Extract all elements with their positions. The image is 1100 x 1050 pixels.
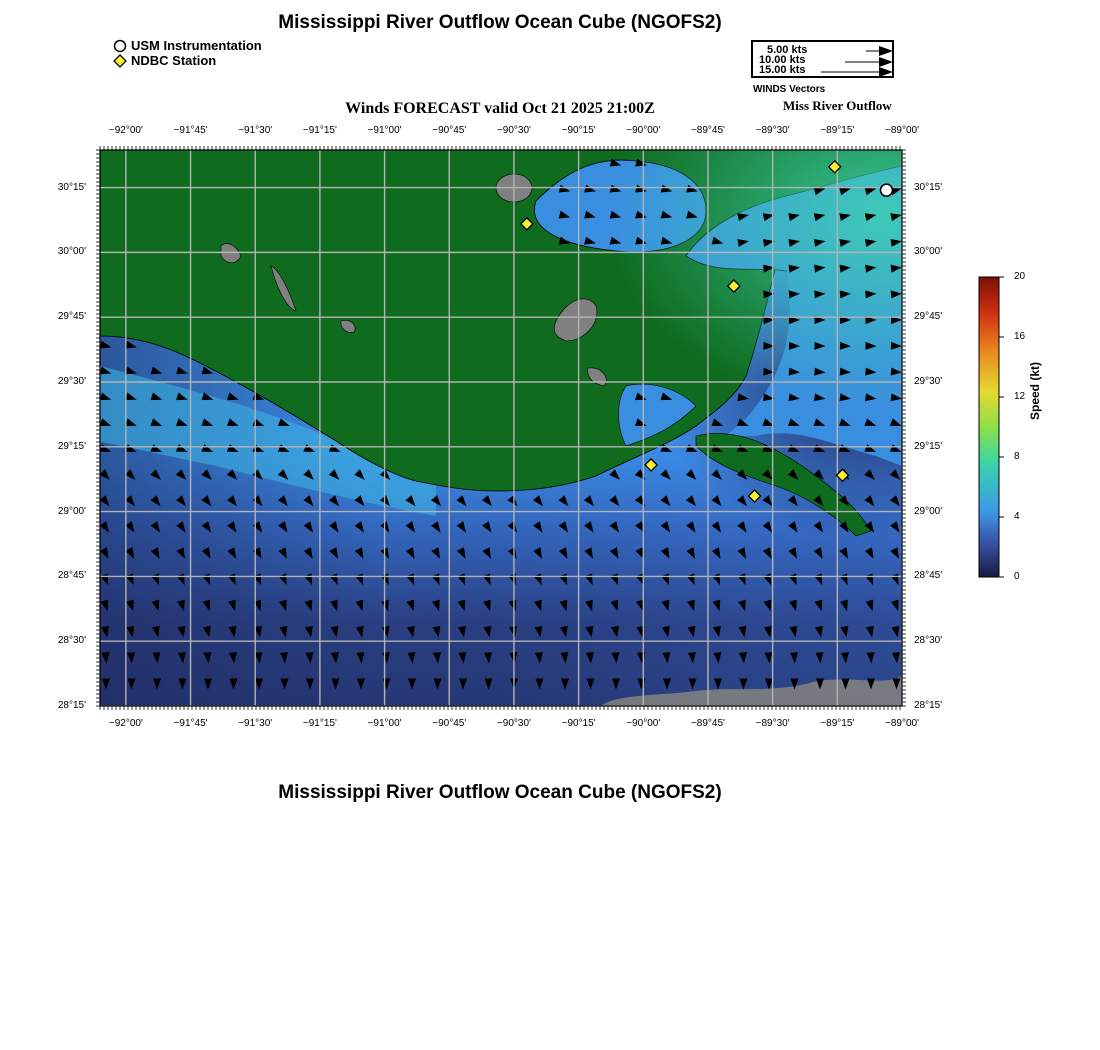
lon-label-top: −90°45' (432, 125, 467, 136)
lat-label-right: 28°15' (914, 700, 943, 711)
lon-label-top: −91°30' (238, 125, 273, 136)
vector-scale-legend (751, 40, 894, 78)
wind-map (96, 146, 906, 710)
lon-label-top: −89°45' (690, 125, 725, 136)
lon-label-bottom: −89°15' (820, 718, 855, 729)
colorbar-tick-label: 12 (1014, 391, 1026, 402)
colorbar-tick-label: 4 (1014, 511, 1020, 522)
lat-label-left: 28°30' (57, 635, 86, 647)
lat-label-left: 29°15' (57, 440, 86, 452)
lon-label-bottom: −90°15' (561, 718, 596, 729)
lon-label-top: −89°00' (885, 125, 919, 136)
colorbar-tick-label: 8 (1014, 451, 1020, 462)
lon-label-bottom: −89°00' (885, 718, 919, 729)
vector-scale-row-2: 10.00 kts (759, 54, 806, 66)
lon-label-bottom: −91°30' (238, 718, 273, 729)
lon-label-bottom: −91°00' (367, 718, 402, 729)
legend-ndbc (113, 53, 216, 68)
page-title-top: Mississippi River Outflow Ocean Cube (NGOFS2) (278, 12, 722, 33)
lat-label-right: 29°45' (914, 311, 943, 323)
lon-label-top: −91°00' (367, 125, 402, 136)
lat-label-left: 29°30' (57, 375, 86, 387)
diamond-marker-icon (113, 54, 127, 68)
legend-usm (113, 38, 262, 53)
lon-label-top: −89°15' (820, 125, 855, 136)
lat-label-right: 29°15' (914, 440, 943, 452)
colorbar-tick-label: 20 (1014, 271, 1026, 282)
speed-colorbar (975, 272, 1005, 582)
vector-scale-row-3: 15.00 kts (759, 64, 806, 76)
product-label: Miss River Outflow (783, 98, 892, 113)
lon-label-top: −91°15' (302, 125, 337, 136)
lon-label-bottom: −89°45' (690, 718, 725, 729)
lat-label-right: 30°15' (914, 181, 943, 193)
usm-station-1[interactable] (880, 184, 892, 196)
vector-scale-row-1: 5.00 kts (767, 44, 808, 56)
vector-scale-arrows (753, 42, 896, 80)
lon-label-bottom: −90°00' (626, 718, 661, 729)
lat-label-left: 28°45' (57, 570, 86, 582)
lon-label-bottom: −90°30' (496, 718, 531, 729)
lon-label-top: −90°15' (561, 125, 596, 136)
lat-label-left: 30°00' (57, 246, 86, 258)
lat-label-left: 28°15' (57, 700, 86, 711)
lon-label-bottom: −91°45' (173, 718, 208, 729)
lon-label-top: −89°30' (755, 125, 790, 136)
legend-ndbc-label: NDBC Station (131, 53, 217, 68)
lon-label-bottom: −92°00' (108, 718, 143, 729)
lon-label-bottom: −89°30' (755, 718, 790, 729)
lat-label-left: 29°00' (57, 505, 86, 517)
lon-label-bottom: −90°45' (432, 718, 467, 729)
colorbar-tick-label: 16 (1014, 331, 1026, 342)
map-subtitle: Winds FORECAST valid Oct 21 2025 21:00Z (345, 100, 655, 117)
lat-label-right: 30°00' (914, 246, 943, 258)
circle-marker-icon (113, 39, 127, 53)
lat-label-left: 29°45' (57, 311, 86, 323)
lon-label-top: −90°00' (626, 125, 661, 136)
colorbar-tick-label: 0 (1014, 571, 1020, 582)
lon-label-top: −92°00' (108, 125, 143, 136)
lon-label-bottom: −91°15' (302, 718, 337, 729)
lat-label-left: 30°15' (57, 181, 86, 193)
lat-label-right: 29°30' (914, 375, 943, 387)
lon-label-top: −91°45' (173, 125, 208, 136)
legend-usm-label: USM Instrumentation (131, 38, 262, 53)
colorbar-label: Speed (kt) (1028, 361, 1042, 420)
page-title-bottom: Mississippi River Outflow Ocean Cube (NGOFS2) (278, 782, 722, 803)
lat-label-right: 28°45' (914, 570, 943, 582)
lat-label-right: 29°00' (914, 505, 943, 517)
vector-caption: WINDS Vectors (753, 84, 826, 95)
lat-label-right: 28°30' (914, 635, 943, 647)
lon-label-top: −90°30' (496, 125, 531, 136)
